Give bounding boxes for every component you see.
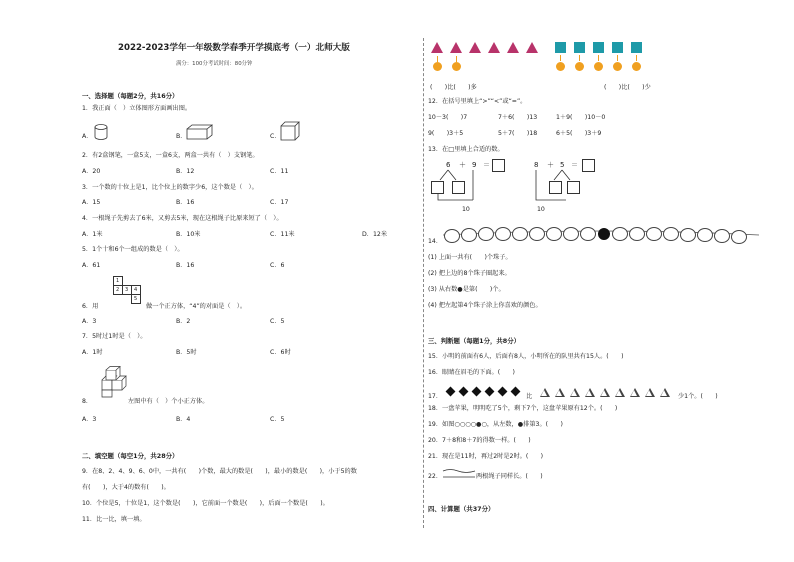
question-10: 10．个位是5，十位是1，这个数是( )，它前面一个数是( )，后面一个数是( )。 (82, 500, 329, 507)
q14-part-4: (4) 把左起第4个珠子涂上你喜欢的颜色。 (428, 302, 542, 309)
q2-option-b: B．12 (176, 168, 195, 175)
section-choice: 一、选择题（每题2分，共16分） (82, 92, 179, 100)
q7-option-b: B．5时 (176, 349, 197, 356)
q4-option-a: A．1米 (82, 231, 103, 238)
bead (546, 227, 562, 241)
bead (495, 227, 511, 241)
triangle-icon (450, 42, 462, 53)
question-15: 15．小明的前面有6人，后面有8人，小明所在的队里共有15人。( ) (428, 353, 624, 360)
answer-box[interactable] (452, 181, 465, 194)
square-icon (555, 42, 566, 53)
ten-label-1: 10 (462, 206, 470, 213)
question-14: 14． (428, 238, 443, 245)
question-16: 16．眼睛在眉毛的下面。( ) (428, 369, 515, 376)
triangle-outline-icon (660, 388, 670, 397)
question-8-end: 左图中有（ ）个小正方体。 (128, 398, 209, 405)
balloon-icon (452, 62, 461, 71)
eq2-eq: ＝ (571, 161, 578, 169)
diamond-icon (459, 387, 469, 397)
compare-blank-less: ( )比( )少 (604, 84, 651, 91)
q5-option-c: C．6 (270, 262, 285, 269)
bead (512, 227, 528, 241)
bead (612, 227, 628, 241)
triangle-icon (431, 42, 443, 53)
q12-r1-a: 10－3( )7 (428, 114, 468, 121)
question-22-start: 22． (428, 473, 443, 480)
q3-option-b: B．16 (176, 199, 195, 206)
answer-box[interactable] (567, 181, 580, 194)
triangle-outline-icon (615, 388, 625, 397)
net-cell-1: 1 (116, 278, 120, 284)
diamond-icon (511, 387, 521, 397)
bead (478, 227, 494, 241)
bead (680, 228, 696, 242)
q6-option-a: A．3 (82, 318, 97, 325)
q14-part-3: (3) 从右数●是第( )个。 (428, 286, 505, 293)
diamond-icon (472, 387, 482, 397)
answer-box[interactable] (431, 181, 444, 194)
question-6-start: 6．用 (82, 303, 99, 310)
question-18: 18．一盘苹果，明明吃了5个，剩下7个，这盘苹果原有12个。( ) (428, 405, 618, 412)
question-6-end: 做一个正方体，“4”的对面是（ ）。 (146, 303, 247, 310)
balloon-icon (433, 62, 442, 71)
eq1-b: 9 (472, 161, 477, 169)
diamond-icon (485, 387, 495, 397)
cylinder-icon (94, 124, 108, 140)
triangle-icon (488, 42, 500, 53)
section-calc: 四、计算题（共37分） (428, 505, 495, 513)
q1-option-a: A． (82, 133, 93, 140)
q3-option-a: A．15 (82, 199, 101, 206)
q12-r2-c: 6＋5( )3＋9 (556, 130, 602, 137)
q4-option-b: B．10米 (176, 231, 201, 238)
diamond-icon (446, 387, 456, 397)
square-icon (593, 42, 604, 53)
question-9-line1: 9．在8、2、4、9、6、0中，一共有( )个数，最大的数是( )，最小的数是( )，小于5的数 (82, 468, 357, 475)
balloon-icon (594, 62, 603, 71)
cuboid-icon (186, 124, 214, 140)
balloon-icon (556, 62, 565, 71)
balloon-icon (632, 62, 641, 71)
eq2-a: 8 (534, 161, 539, 169)
q12-r2-a: 9( )3＋5 (428, 130, 464, 137)
bead (580, 227, 596, 241)
q3-option-c: C．17 (270, 199, 289, 206)
eq1-a: 6 (446, 161, 451, 169)
section-fill: 二、填空题（每空1分，共28分） (82, 452, 179, 460)
question-4: 4．一根绳子先剪去了6米，又剪去5米，现在这根绳子比原来短了（ ）。 (82, 215, 283, 222)
question-21: 21．现在是11时，再过2时是2时。( ) (428, 453, 544, 460)
q7-option-a: A．1时 (82, 349, 103, 356)
question-17-compare: 比 (526, 393, 533, 400)
q12-r1-b: 7＋6( )13 (498, 114, 538, 121)
triangle-outline-icon (585, 388, 595, 397)
q14-part-1: (1) 上面一共有( )个珠子。 (428, 254, 512, 261)
bead (646, 227, 662, 241)
square-icon (612, 42, 623, 53)
ropes-icon (442, 467, 476, 481)
net-cell-3: 3 (125, 287, 129, 293)
triangle-outline-icon (540, 388, 550, 397)
bead (731, 230, 747, 244)
bead (529, 227, 545, 241)
q7-option-c: C．6时 (270, 349, 291, 356)
bead (697, 228, 713, 242)
q1-option-b: B． (176, 133, 187, 140)
answer-box[interactable] (492, 159, 505, 172)
page-title: 2022-2023学年一年级数学春季开学摸底考（一）北师大版 (118, 43, 350, 53)
question-19: 19．如图○○○○●○，从左数，●排第3。( ) (428, 421, 563, 428)
question-9-line2: 有( )，大于4的数有( )。 (82, 484, 170, 491)
question-17-end: 少1个。( ) (678, 393, 718, 400)
ten-label-2: 10 (537, 206, 545, 213)
question-8-start: 8． (82, 398, 93, 405)
square-icon (574, 42, 585, 53)
q5-option-b: B．16 (176, 262, 195, 269)
triangle-outline-icon (645, 388, 655, 397)
question-7: 7．5时过1时是（ ）。 (82, 333, 147, 340)
question-3: 3．一个数的十位上是1，比个位上的数字少6，这个数是（ ）。 (82, 184, 258, 191)
q14-part-2: (2) 把上边的8个珠子圈起来。 (428, 270, 511, 277)
triangle-outline-icon (555, 388, 565, 397)
q4-option-d: D．12米 (362, 231, 388, 238)
cube-icon (280, 121, 300, 141)
q2-option-c: C．11 (270, 168, 289, 175)
diamond-icon (498, 387, 508, 397)
balloon-icon (613, 62, 622, 71)
eq1-eq: ＝ (483, 161, 490, 169)
q1-option-c: C． (270, 133, 281, 140)
q12-r2-b: 5＋7( )18 (498, 130, 538, 137)
bead (629, 227, 645, 241)
question-1: 1．我正面（ ）立体图形方面画出图。 (82, 105, 192, 112)
balloon-icon (575, 62, 584, 71)
q6-option-b: B．2 (176, 318, 191, 325)
q8-option-c: C．5 (270, 416, 285, 423)
bead (563, 227, 579, 241)
answer-box[interactable] (549, 181, 562, 194)
page-subtitle: 满分：100分考试时间：80分钟 (176, 61, 253, 67)
net-cell-5: 5 (134, 296, 138, 302)
question-12: 12．在括号里填上“>”“<”或“=”。 (428, 98, 527, 105)
column-divider (423, 38, 424, 528)
eq2-op: ＋ (547, 161, 554, 169)
q8-option-a: A．3 (82, 416, 97, 423)
question-13: 13．在□里填上合适的数。 (428, 146, 504, 153)
bead (444, 229, 460, 243)
q4-option-c: C．11米 (270, 231, 295, 238)
triangle-outline-icon (570, 388, 580, 397)
q12-r1-c: 1＋9( )10－0 (556, 114, 606, 121)
net-cell-4: 4 (134, 287, 138, 293)
stacked-cubes-icon (98, 366, 128, 398)
compare-blank-more: ( )比( )多 (430, 84, 477, 91)
q8-option-b: B．4 (176, 416, 191, 423)
triangle-outline-icon (600, 388, 610, 397)
triangle-icon (469, 42, 481, 53)
square-icon (631, 42, 642, 53)
q6-option-c: C．5 (270, 318, 285, 325)
bead (461, 228, 477, 242)
bead (663, 227, 679, 241)
q2-option-a: A．20 (82, 168, 101, 175)
question-2: 2．有2盒钢笔，一盒5支，一盒6支，两盒一共有（ ）支钢笔。 (82, 152, 259, 159)
black-bead (598, 228, 610, 240)
triangle-outline-icon (630, 388, 640, 397)
question-22-end: 两根绳子同样长。( ) (476, 473, 543, 480)
q5-option-a: A．61 (82, 262, 101, 269)
question-5: 5．1个十和6个一组成的数是（ ）。 (82, 246, 184, 253)
question-17-start: 17． (428, 393, 443, 400)
net-cell-2: 2 (116, 287, 120, 293)
eq2-b: 5 (560, 161, 565, 169)
section-judge: 三、判断题（每题1分，共8分） (428, 337, 520, 345)
triangle-icon (507, 42, 519, 53)
triangle-icon (526, 42, 538, 53)
question-11: 11．比一比，填一填。 (82, 516, 146, 523)
bead (714, 229, 730, 243)
question-20: 20．7＋8和8＋7的得数一样。( ) (428, 437, 531, 444)
eq1-op: ＋ (459, 161, 466, 169)
